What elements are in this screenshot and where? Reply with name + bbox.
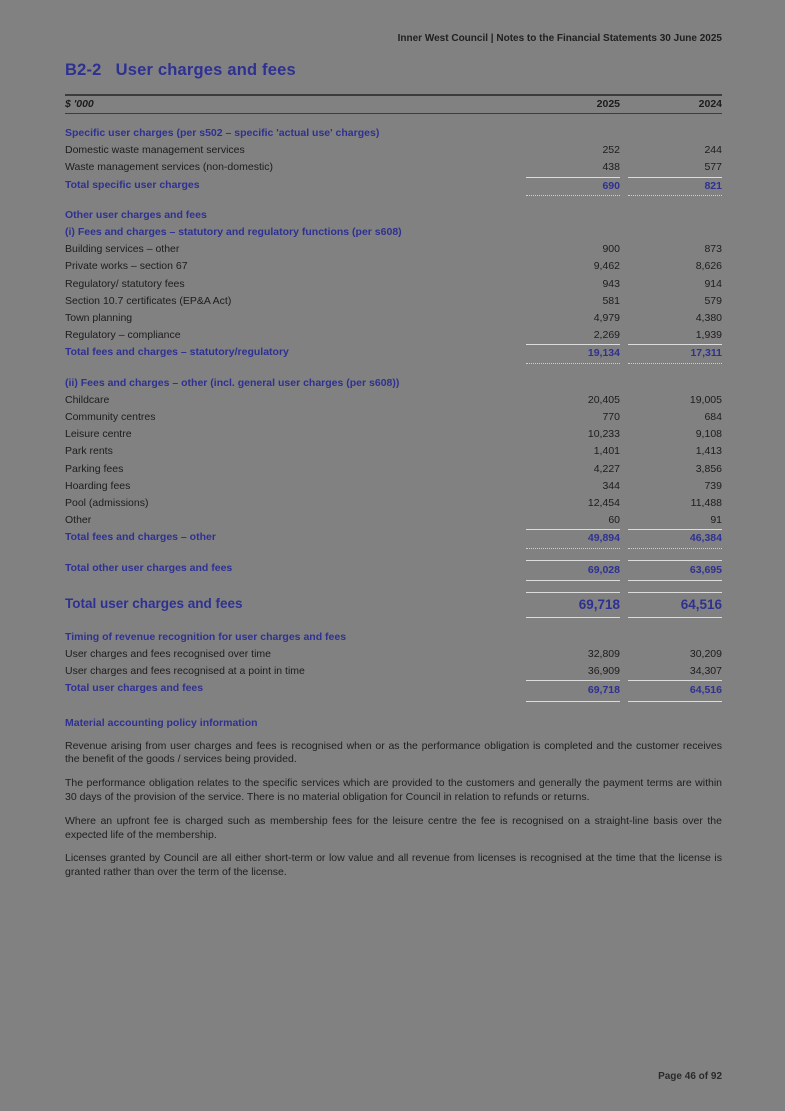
- section-heading: Specific user charges (per s502 – specific 'actual use' charges): [65, 127, 380, 139]
- table-row: [65, 310, 722, 327]
- column-header-2024: 2024: [698, 98, 722, 110]
- row-label: Section 10.7 certificates (EP&A Act): [65, 294, 232, 307]
- value-2025: 581: [602, 294, 620, 307]
- value-2025: 69,718: [526, 592, 620, 618]
- row-label: Childcare: [65, 393, 110, 406]
- value-2025: 4,979: [593, 312, 620, 325]
- table-row: [65, 142, 722, 159]
- policy-paragraph: Where an upfront fee is charged such as membership fees for the leisure centre the fee is recognised on a straight-line basis over the expected life of the membership.: [65, 814, 722, 841]
- note-id: B2-2: [65, 61, 102, 79]
- table-row: [65, 293, 722, 310]
- section-heading: Other user charges and fees: [65, 208, 207, 221]
- table-block: [65, 629, 722, 702]
- value-2024: 873: [704, 243, 722, 256]
- value-2024: 3,856: [695, 462, 722, 475]
- table-row: [65, 680, 722, 701]
- value-2025: 19,134: [526, 344, 620, 363]
- section-heading: Timing of revenue recognition for user charges and fees: [65, 630, 347, 643]
- row-label: User charges and fees recognised at a point in time: [65, 665, 305, 678]
- document-page: [65, 0, 722, 880]
- section-heading: (ii) Fees and charges – other (incl. general user charges (per s608)): [65, 376, 400, 389]
- table-row: [65, 258, 722, 275]
- value-2024: 91: [710, 514, 722, 527]
- policy-section: [65, 716, 722, 880]
- table-row: [65, 592, 722, 618]
- table-row: [65, 461, 722, 478]
- row-label: Total fees and charges – other: [65, 531, 216, 544]
- row-label: Waste management services (non-domestic): [65, 161, 273, 174]
- value-2025: 770: [602, 411, 620, 424]
- value-2025: 36,909: [587, 665, 620, 678]
- table-row: [65, 177, 722, 196]
- value-2025: 9,462: [593, 260, 620, 273]
- value-2025: 69,028: [526, 560, 620, 581]
- policy-paragraph: Revenue arising from user charges and fees is recognised when or as the performance obligation is completed and the customer receives the benefit of the goods / services being provided.: [65, 739, 722, 766]
- value-2025: 32,809: [587, 648, 620, 661]
- row-label: Town planning: [65, 312, 133, 325]
- table-row: [65, 344, 722, 363]
- row-label: Total fees and charges – statutory/regulatory: [65, 346, 289, 359]
- note-title-text: User charges and fees: [115, 61, 296, 79]
- value-2025: 943: [602, 277, 620, 290]
- table-row: [65, 646, 722, 663]
- value-2024: 8,626: [695, 260, 722, 273]
- value-2025: 4,227: [593, 462, 620, 475]
- value-2024: 1,939: [695, 329, 722, 342]
- row-label: Private works – section 67: [65, 260, 188, 273]
- value-2025: 10,233: [587, 428, 620, 441]
- value-2024: 739: [704, 479, 722, 492]
- table-body: [65, 125, 722, 702]
- row-label: Leisure centre: [65, 428, 132, 441]
- value-2025: 900: [602, 243, 620, 256]
- table-block: [65, 375, 722, 549]
- value-2025: 60: [608, 514, 620, 527]
- table-row: [65, 409, 722, 426]
- policy-paragraph: Licenses granted by Council are all either short-term or low value and all revenue from licenses is recognised at the time that the license is granted rather than over the term of the license.: [65, 852, 722, 879]
- value-2025: 12,454: [587, 497, 620, 510]
- value-2024: 9,108: [695, 428, 722, 441]
- value-2024: 821: [628, 177, 722, 196]
- table-row: [65, 478, 722, 495]
- value-2025: 690: [526, 177, 620, 196]
- table-block: [65, 560, 722, 581]
- value-2024: 579: [704, 294, 722, 307]
- policy-paragraphs: [65, 740, 722, 880]
- row-label: Total user charges and fees: [65, 682, 204, 695]
- page-title: [65, 61, 722, 80]
- value-2025: 438: [602, 161, 620, 174]
- value-2025: 20,405: [587, 393, 620, 406]
- table-row: [65, 159, 722, 176]
- table-block: [65, 207, 722, 364]
- table-row: [65, 241, 722, 258]
- value-2024: 34,307: [689, 665, 722, 678]
- table-row: [65, 426, 722, 443]
- row-label: Hoarding fees: [65, 479, 131, 492]
- row-label: Community centres: [65, 411, 156, 424]
- value-2024: 63,695: [628, 560, 722, 581]
- value-2025: 2,269: [593, 329, 620, 342]
- value-2024: 4,380: [695, 312, 722, 325]
- value-2024: 64,516: [628, 680, 722, 701]
- row-label: User charges and fees recognised over time: [65, 648, 272, 661]
- row-label: Building services – other: [65, 243, 180, 256]
- row-label: Other: [65, 514, 92, 527]
- table-row: [65, 276, 722, 293]
- table-row: [65, 663, 722, 680]
- unit-label: $ '000: [65, 98, 94, 110]
- row-label: Domestic waste management services: [65, 144, 245, 157]
- value-2025: 1,401: [593, 445, 620, 458]
- policy-paragraph: The performance obligation relates to the specific services which are provided to the customers and generally the payment terms are within 30 days of the provision of the service. There is no material obligation for Council in relation to refunds or returns.: [65, 777, 722, 804]
- value-2024: 30,209: [689, 648, 722, 661]
- table-block: [65, 592, 722, 618]
- value-2024: 577: [704, 161, 722, 174]
- column-header-2025: 2025: [596, 98, 620, 110]
- value-2025: 252: [602, 144, 620, 157]
- value-2024: 914: [704, 277, 722, 290]
- row-label: Total user charges and fees: [65, 595, 243, 611]
- value-2025: 344: [602, 479, 620, 492]
- document-header: Inner West Council | Notes to the Financial Statements 30 June 2025: [397, 33, 722, 44]
- table-row: [65, 327, 722, 344]
- value-2024: 244: [704, 144, 722, 157]
- table-row: [65, 392, 722, 409]
- table-row: [65, 529, 722, 548]
- value-2024: 11,488: [690, 497, 722, 510]
- table-block: [65, 125, 722, 196]
- value-2024: 46,384: [628, 529, 722, 548]
- row-label: Pool (admissions): [65, 497, 149, 510]
- row-label: Regulatory/ statutory fees: [65, 277, 185, 290]
- value-2024: 684: [704, 411, 722, 424]
- value-2024: 64,516: [628, 592, 722, 618]
- policy-heading: Material accounting policy information: [65, 716, 258, 729]
- value-2024: 17,311: [628, 344, 722, 363]
- row-label: Parking fees: [65, 462, 124, 475]
- value-2024: 19,005: [689, 393, 722, 406]
- table-row: [65, 512, 722, 529]
- page-number: Page 46 of 92: [658, 1071, 722, 1082]
- table-row: [65, 443, 722, 460]
- table-row: [65, 495, 722, 512]
- table-header-row: [65, 94, 722, 114]
- row-label: Regulatory – compliance: [65, 329, 181, 342]
- row-label: Total other user charges and fees: [65, 561, 233, 574]
- table-row: [65, 560, 722, 581]
- section-heading: (i) Fees and charges – statutory and regulatory functions (per s608): [65, 226, 402, 239]
- row-label: Total specific user charges: [65, 178, 200, 191]
- value-2024: 1,413: [695, 445, 722, 458]
- value-2025: 49,894: [526, 529, 620, 548]
- value-2025: 69,718: [526, 680, 620, 701]
- row-label: Park rents: [65, 445, 113, 458]
